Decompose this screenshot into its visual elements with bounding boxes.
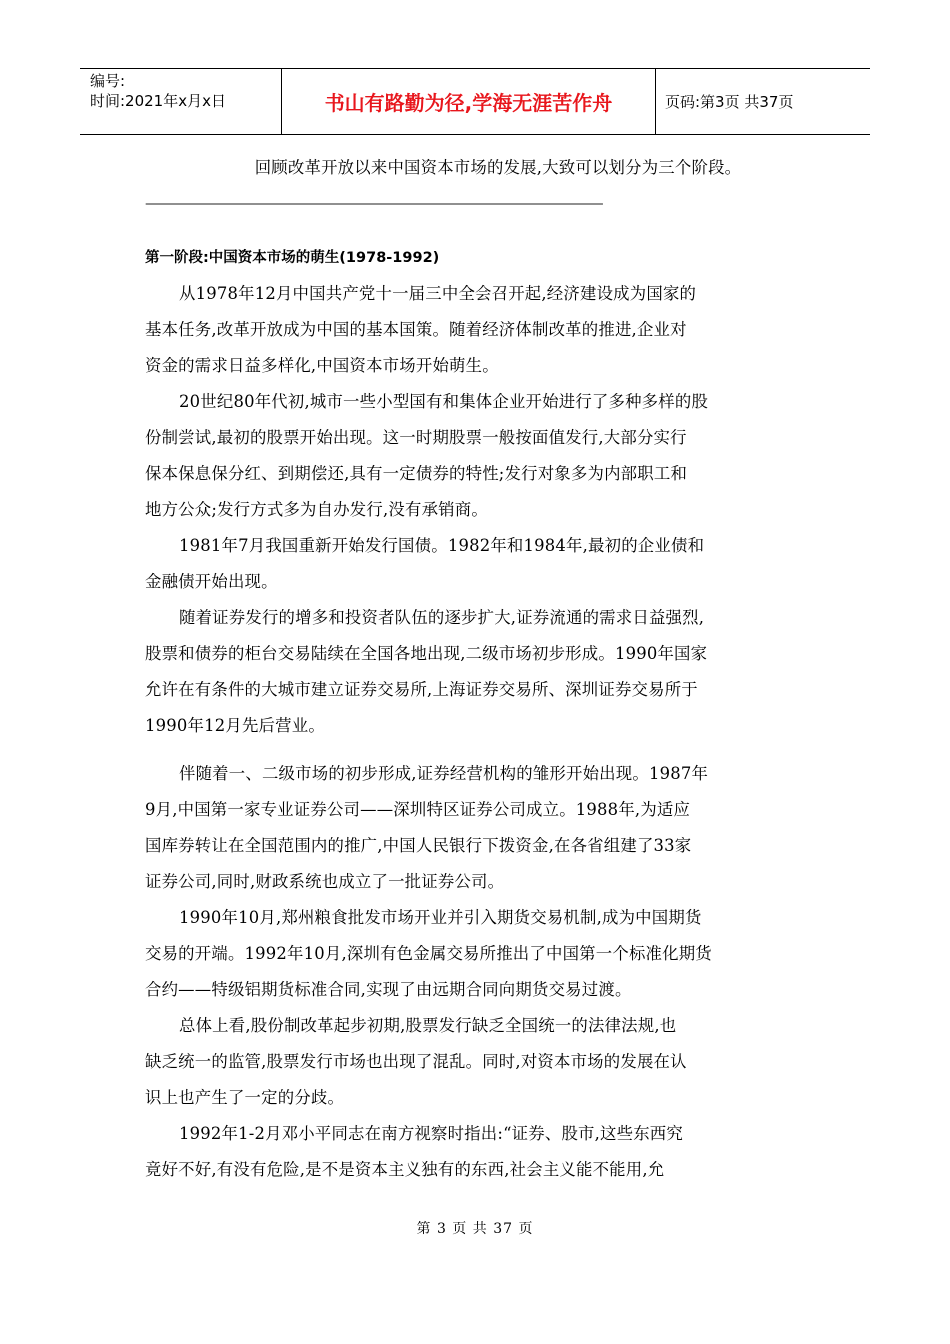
text-line: 伴随着一、二级市场的初步形成,证券经营机构的雏形开始出现。1987年 xyxy=(179,764,709,783)
date-label: 时间:2021年x月x日 xyxy=(90,92,226,110)
text-line: 总体上看,股份制改革起步初期,股票发行缺乏全国统一的法律法规,也 xyxy=(179,1016,677,1035)
serial-label: 编号: xyxy=(90,72,126,90)
text-line: 1990年12月先后营业。 xyxy=(145,716,325,735)
header-motto: 书山有路勤为径,学海无涯苦作舟 xyxy=(282,69,656,134)
text-line: 金融债开始出现。 xyxy=(145,572,278,591)
text-line: 国库券转让在全国范围内的推广,中国人民银行下拨资金,在各省组建了33家 xyxy=(145,836,692,855)
page-footer: 第 3 页 共 37 页 xyxy=(416,1221,534,1237)
header-table xyxy=(80,68,870,135)
text-line: 份制尝试,最初的股票开始出现。这一时期股票一般按面值发行,大部分实行 xyxy=(145,428,687,447)
intro-paragraph: 回顾改革开放以来中国资本市场的发展,大致可以划分为三个阶段。 xyxy=(254,158,742,177)
header-page-info: 页码:第3页 共37页 xyxy=(665,93,794,111)
text-line: 资金的需求日益多样化,中国资本市场开始萌生。 xyxy=(145,356,499,375)
document-body xyxy=(145,150,811,1188)
text-line: 缺乏统一的监管,股票发行市场也出现了混乱。同时,对资本市场的发展在认 xyxy=(145,1052,687,1071)
text-line: 1981年7月我国重新开始发行国债。1982年和1984年,最初的企业债和 xyxy=(179,536,705,555)
text-line: 20世纪80年代初,城市一些小型国有和集体企业开始进行了多种多样的股 xyxy=(179,392,709,411)
section-title: 第一阶段:中国资本市场的萌生(1978-1992) xyxy=(145,250,440,266)
text-line: 保本保息保分红、到期偿还,具有一定债券的特性;发行对象多为内部职工和 xyxy=(145,464,688,483)
text-line: 合约——特级铝期货标准合同,实现了由远期合同向期货交易过渡。 xyxy=(145,980,632,999)
header-meta-cell xyxy=(80,69,282,134)
text-line: 竟好不好,有没有危险,是不是资本主义独有的东西,社会主义能不能用,允 xyxy=(145,1160,665,1179)
text-line: 从1978年12月中国共产党十一届三中全会召开起,经济建设成为国家的 xyxy=(179,284,697,303)
text-line: 1992年1-2月邓小平同志在南方视察时指出:“证券、股市,这些东西究 xyxy=(179,1124,683,1143)
text-line: 9月,中国第一家专业证券公司——深圳特区证券公司成立。1988年,为适应 xyxy=(145,800,691,819)
text-line: 1990年10月,郑州粮食批发市场开业并引入期货交易机制,成为中国期货 xyxy=(179,908,702,927)
text-line: 交易的开端。1992年10月,深圳有色金属交易所推出了中国第一个标准化期货 xyxy=(145,944,712,963)
text-line: 股票和债券的柜台交易陆续在全国各地出现,二级市场初步形成。1990年国家 xyxy=(145,644,708,663)
text-line: 基本任务,改革开放成为中国的基本国策。随着经济体制改革的推进,企业对 xyxy=(145,320,687,339)
text-line: 地方公众;发行方式多为自办发行,没有承销商。 xyxy=(145,500,488,519)
text-line: 证券公司,同时,财政系统也成立了一批证券公司。 xyxy=(145,872,505,891)
text-line: 识上也产生了一定的分歧。 xyxy=(145,1088,345,1107)
text-line: 随着证券发行的增多和投资者队伍的逐步扩大,证券流通的需求日益强烈, xyxy=(179,608,705,627)
text-line: 允许在有条件的大城市建立证券交易所,上海证券交易所、深圳证券交易所于 xyxy=(145,680,698,699)
divider-line: ———————————————————————————————————————— xyxy=(145,196,602,212)
